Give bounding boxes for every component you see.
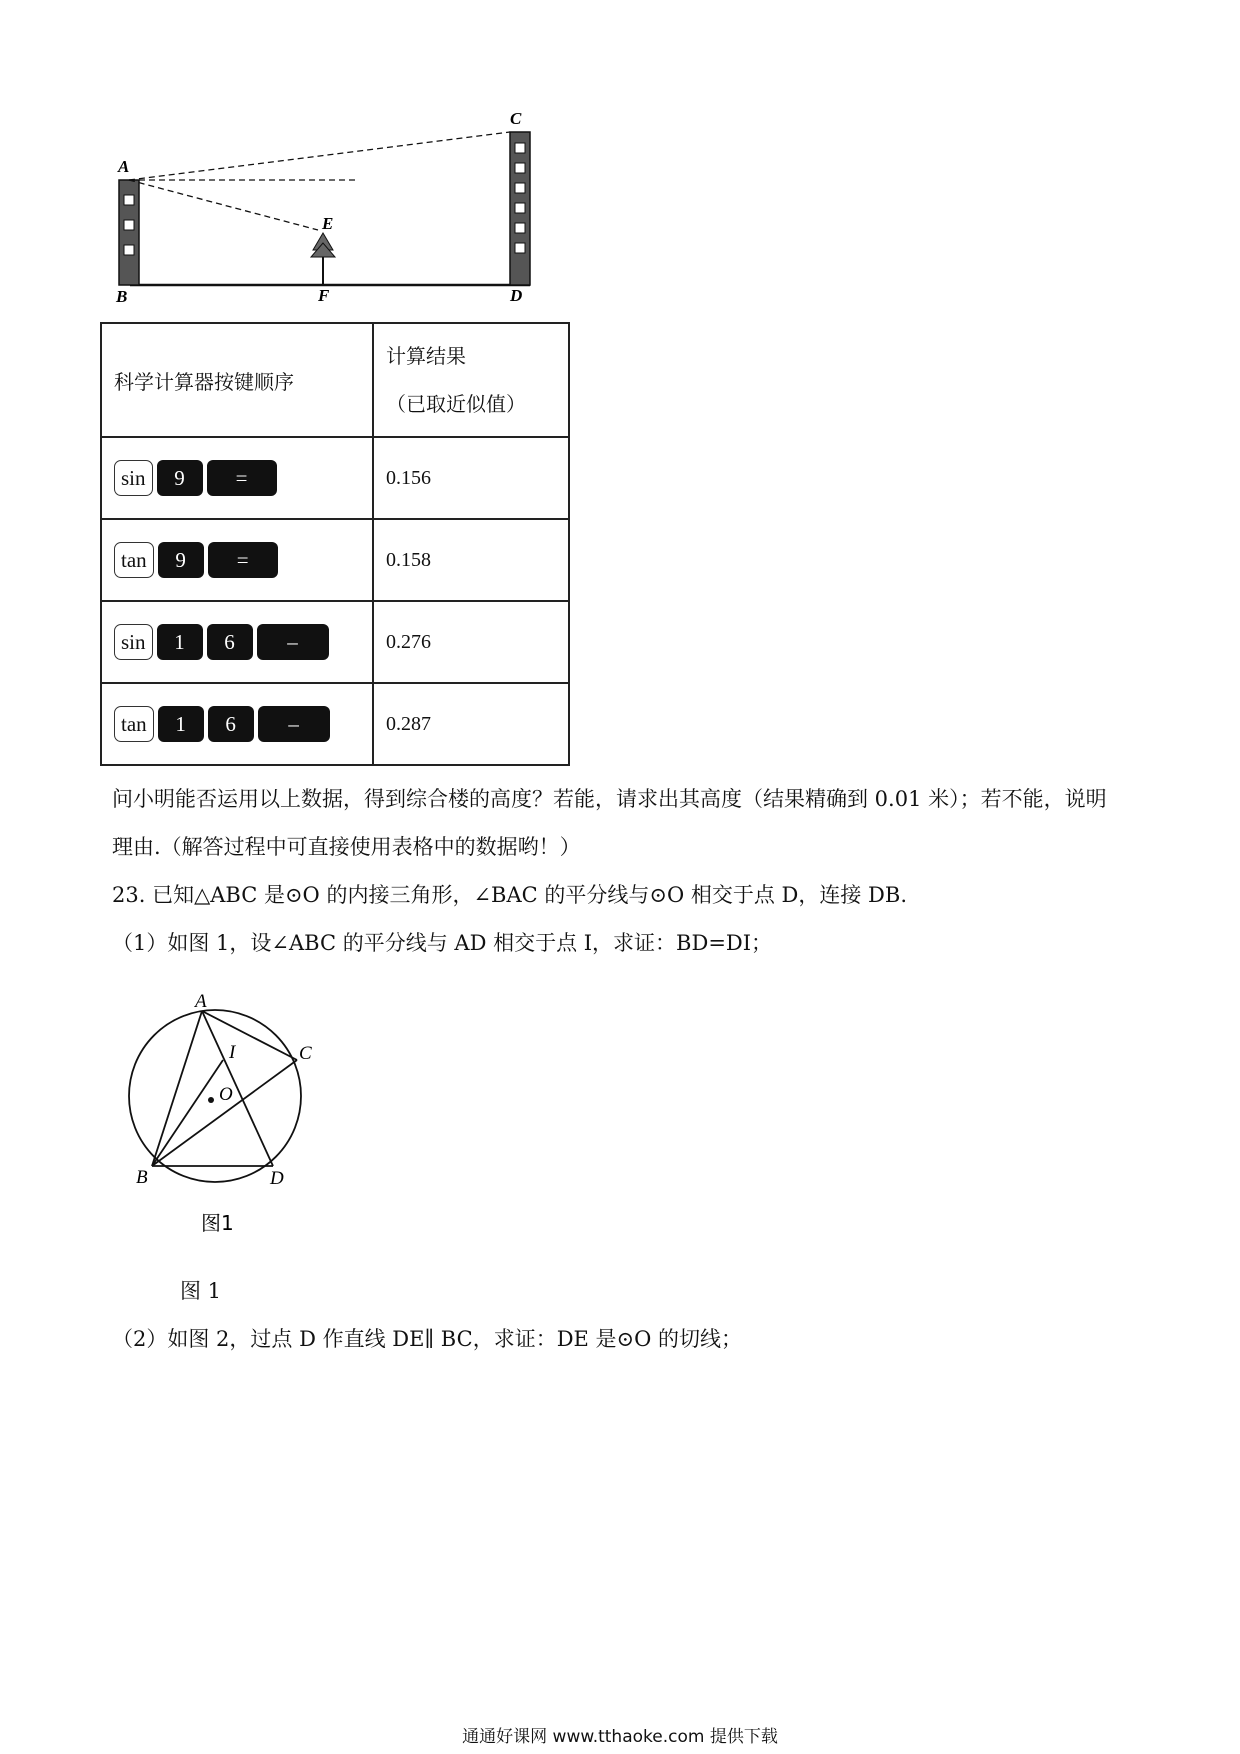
segment-ac — [202, 1011, 297, 1060]
q23-part2: （2）如图 2，过点 D 作直线 DE∥ BC，求证：DE 是⊙O 的切线； — [112, 1327, 743, 1351]
digit-key: 9 — [158, 542, 204, 578]
equals-key: = — [207, 460, 277, 496]
label-d: D — [270, 1168, 284, 1189]
result-cell: 0.276 — [373, 601, 569, 683]
label-b: B — [136, 1167, 148, 1188]
header-key-sequence: 科学计算器按键顺序 — [101, 323, 373, 437]
func-key: tan — [114, 706, 154, 742]
label-i: I — [229, 1042, 236, 1063]
label-a: A — [118, 157, 130, 176]
digit-key: 6 — [207, 624, 253, 660]
table-header-row — [101, 323, 569, 437]
key-sequence-cell — [101, 437, 373, 519]
header-result-line2: （已取近似值） — [386, 392, 526, 416]
sight-line-ac — [129, 132, 510, 180]
sight-line-ae — [129, 180, 318, 230]
key-sequence-cell — [101, 683, 373, 765]
minus-key: – — [258, 706, 330, 742]
segment-ab — [152, 1011, 202, 1166]
label-b: B — [116, 287, 128, 305]
key-sequence-cell — [101, 519, 373, 601]
func-key: tan — [114, 542, 154, 578]
result-cell: 0.287 — [373, 683, 569, 765]
page-footer: 通通好课网 www.tthaoke.com 提供下载 — [462, 1727, 778, 1747]
figure-caption-inner: 图1 — [201, 1211, 234, 1235]
result-cell: 0.156 — [373, 437, 569, 519]
digit-key: 1 — [158, 706, 204, 742]
table-row — [101, 519, 569, 601]
header-result-line1: 计算结果 — [386, 344, 466, 368]
func-key: sin — [114, 624, 153, 660]
table-row — [101, 683, 569, 765]
digit-key: 9 — [157, 460, 203, 496]
label-c: C — [299, 1043, 312, 1064]
figure-1-caption: 图 1 — [180, 1279, 222, 1303]
segment-bi — [152, 1060, 223, 1166]
table-row — [101, 437, 569, 519]
segment-ad — [202, 1011, 273, 1166]
q22-text-line1: 问小明能否运用以上数据，得到综合楼的高度？若能，请求出其高度（结果精确到 0.01 米）；若不能，说明 — [112, 787, 1107, 811]
digit-key: 6 — [208, 706, 254, 742]
circle-figure — [115, 990, 325, 1240]
key-sequence-cell — [101, 601, 373, 683]
q23-part1: （1）如图 1，设∠ABC 的平分线与 AD 相交于点 I，求证：BD=DI； — [112, 931, 773, 955]
calculator-table — [100, 322, 570, 766]
digit-key: 1 — [157, 624, 203, 660]
center-point — [208, 1097, 214, 1103]
q22-text-line2: 理由.（解答过程中可直接使用表格中的数据哟！） — [112, 835, 581, 859]
label-o: O — [219, 1084, 233, 1105]
result-cell: 0.158 — [373, 519, 569, 601]
segment-bc — [152, 1060, 297, 1166]
equals-key: = — [208, 542, 278, 578]
header-result — [373, 323, 569, 437]
q23-intro: 23. 已知△ABC 是⊙O 的内接三角形，∠BAC 的平分线与⊙O 相交于点 D，连接 DB. — [112, 883, 907, 907]
label-f: F — [318, 286, 330, 305]
building-height-figure — [100, 105, 560, 305]
func-key: sin — [114, 460, 153, 496]
label-d: D — [510, 286, 523, 305]
label-e: E — [322, 214, 334, 233]
label-a: A — [195, 991, 207, 1012]
minus-key: – — [257, 624, 329, 660]
label-c: C — [510, 109, 522, 128]
table-row — [101, 601, 569, 683]
